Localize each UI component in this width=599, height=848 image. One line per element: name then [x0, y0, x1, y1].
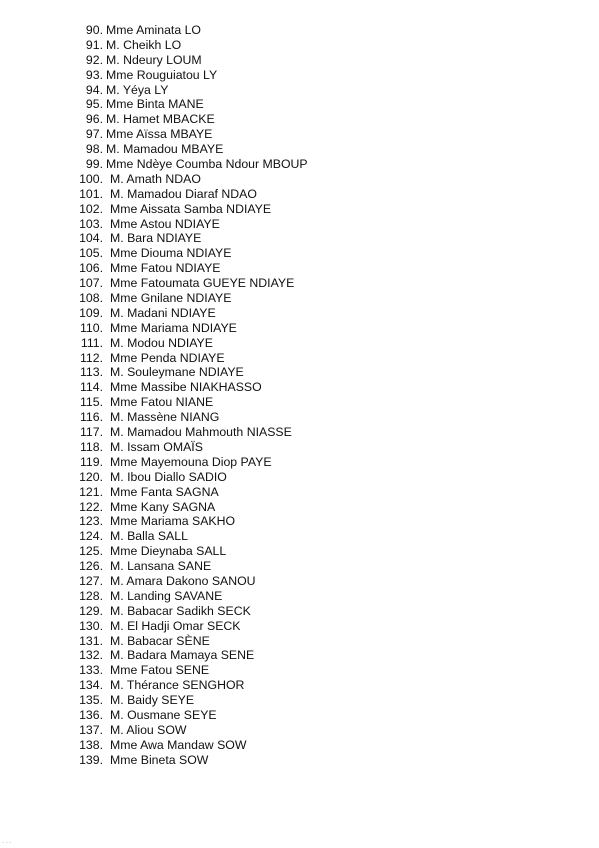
- scan-mark: - - -: [2, 840, 12, 846]
- entry-number: 138.: [79, 737, 103, 752]
- entry-name: M. Bara NDIAYE: [110, 231, 202, 246]
- list-item: [73, 246, 308, 261]
- entry-number: 127.: [79, 573, 103, 588]
- entry-name: M. Ndeury LOUM: [106, 52, 202, 67]
- entry-number: 132.: [79, 648, 103, 663]
- entry-number: 134.: [79, 678, 103, 693]
- entry-number: 115.: [79, 395, 103, 410]
- entry-number: 111.: [80, 335, 103, 350]
- entry-name: M. Mamadou MBAYE: [106, 142, 224, 157]
- list-item: [73, 276, 308, 291]
- entry-name: Mme Dieynaba SALL: [110, 544, 227, 559]
- list-item: [73, 291, 308, 306]
- entry-number: 90.: [85, 23, 103, 37]
- member-list: [73, 23, 308, 768]
- entry-name: Mme Aïssa MBAYE: [106, 127, 213, 142]
- list-item: [73, 500, 308, 515]
- entry-name: Mme Penda NDIAYE: [110, 350, 225, 365]
- entry-number: 94.: [85, 82, 103, 97]
- entry-name: Mme Kany SAGNA: [110, 499, 216, 514]
- list-item: [73, 604, 308, 619]
- entry-name: M. Babacar SÈNE: [110, 633, 210, 648]
- entry-number: 93.: [85, 67, 103, 82]
- entry-name: Mme Ndèye Coumba Ndour MBOUP: [106, 157, 308, 172]
- entry-number: 95.: [85, 97, 103, 112]
- list-item: [73, 634, 308, 649]
- entry-number: 116.: [79, 410, 103, 425]
- entry-number: 120.: [79, 469, 103, 484]
- entry-name: Mme Aissata Samba NDIAYE: [110, 201, 272, 216]
- entry-name: M. Amath NDAO: [110, 171, 201, 186]
- list-item: [73, 708, 308, 723]
- entry-name: M. Ibou Diallo SADIO: [110, 469, 227, 484]
- list-item: [73, 127, 308, 142]
- entry-number: 112.: [79, 350, 103, 365]
- entry-number: 91.: [85, 37, 103, 52]
- list-item: [73, 574, 308, 589]
- entry-name: Mme Gnilane NDIAYE: [110, 291, 232, 306]
- list-item: [73, 97, 308, 112]
- entry-number: 107.: [79, 276, 103, 291]
- entry-number: 105.: [79, 246, 103, 261]
- entry-name: M. Massène NIANG: [110, 410, 220, 425]
- list-item: [73, 529, 308, 544]
- entry-number: 119.: [79, 454, 103, 469]
- entry-number: 108.: [79, 291, 103, 306]
- list-item: [73, 693, 308, 708]
- entry-name: Mme Diouma NDIAYE: [110, 246, 232, 261]
- list-item: [73, 544, 308, 559]
- entry-name: M. Modou NDIAYE: [110, 335, 213, 350]
- entry-number: 92.: [85, 52, 103, 67]
- entry-name: M. Aliou SOW: [110, 722, 187, 737]
- entry-number: 98.: [85, 142, 103, 157]
- list-item: [73, 470, 308, 485]
- entry-name: Mme Rouguiatou LY: [106, 67, 218, 82]
- entry-number: 118.: [79, 439, 103, 454]
- entry-number: 125.: [79, 544, 103, 559]
- entry-name: Mme Mayemouna Diop PAYE: [110, 454, 272, 469]
- list-item: [73, 589, 308, 604]
- entry-number: 97.: [85, 127, 103, 142]
- list-item: [73, 678, 308, 693]
- list-item: [73, 365, 308, 380]
- entry-name: Mme Aminata LO: [106, 23, 201, 37]
- list-item: [73, 217, 308, 232]
- list-item: [73, 53, 308, 68]
- list-item: [73, 187, 308, 202]
- list-item: [73, 619, 308, 634]
- entry-name: M. Hamet MBACKE: [106, 112, 215, 127]
- entry-name: Mme Fatou NDIAYE: [110, 261, 221, 276]
- entry-name: Mme Massibe NIAKHASSO: [110, 380, 262, 395]
- entry-number: 136.: [79, 707, 103, 722]
- entry-name: Mme Mariama NDIAYE: [110, 320, 237, 335]
- entry-name: Mme Awa Mandaw SOW: [110, 737, 247, 752]
- list-item: [73, 351, 308, 366]
- list-item: [73, 723, 308, 738]
- entry-name: M. Ousmane SEYE: [110, 707, 217, 722]
- entry-name: M. Amara Dakono SANOU: [110, 573, 256, 588]
- entry-name: M. Yéya LY: [106, 82, 169, 97]
- entry-number: 109.: [79, 305, 103, 320]
- entry-name: M. Babacar Sadikh SECK: [110, 603, 251, 618]
- entry-name: M. Thérance SENGHOR: [110, 678, 245, 693]
- entry-name: M. Lansana SANE: [110, 559, 212, 574]
- list-item: [73, 202, 308, 217]
- list-item: [73, 514, 308, 529]
- list-item: [73, 83, 308, 98]
- entry-name: Mme Fatou SENE: [110, 663, 210, 678]
- entry-name: M. Balla SALL: [110, 529, 188, 544]
- list-item: [73, 23, 308, 38]
- list-item: [73, 738, 308, 753]
- list-item: [73, 410, 308, 425]
- list-item: [73, 455, 308, 470]
- entry-name: M. Mamadou Diaraf NDAO: [110, 186, 257, 201]
- entry-name: Mme Fatou NIANE: [110, 395, 214, 410]
- entry-number: 122.: [79, 499, 103, 514]
- entry-number: 131.: [79, 633, 103, 648]
- entry-number: 110.: [79, 320, 103, 335]
- entry-name: M. Badara Mamaya SENE: [110, 648, 255, 663]
- list-item: [73, 559, 308, 574]
- entry-number: 135.: [79, 693, 103, 708]
- entry-number: 104.: [79, 231, 103, 246]
- entry-number: 102.: [79, 201, 103, 216]
- list-item: [73, 231, 308, 246]
- list-item: [73, 395, 308, 410]
- list-item: [73, 485, 308, 500]
- entry-name: M. Souleymane NDIAYE: [110, 365, 244, 380]
- entry-number: 129.: [79, 603, 103, 618]
- entry-name: Mme Fanta SAGNA: [110, 484, 219, 499]
- entry-number: 114.: [79, 380, 103, 395]
- list-item: [73, 648, 308, 663]
- entry-name: M. Mamadou Mahmouth NIASSE: [110, 425, 292, 440]
- entry-name: Mme Binta MANE: [106, 97, 204, 112]
- entry-name: Mme Fatoumata GUEYE NDIAYE: [110, 276, 295, 291]
- entry-number: 117.: [79, 425, 103, 440]
- entry-number: 133.: [79, 663, 103, 678]
- entry-number: 103.: [79, 216, 103, 231]
- entry-number: 121.: [79, 484, 103, 499]
- list-item: [73, 440, 308, 455]
- entry-name: M. Landing SAVANE: [110, 588, 223, 603]
- entry-number: 139.: [79, 752, 103, 767]
- list-item: [73, 38, 308, 53]
- entry-name: M. Cheikh LO: [106, 37, 182, 52]
- list-item: [73, 663, 308, 678]
- list-item: [73, 336, 308, 351]
- entry-name: M. El Hadji Omar SECK: [110, 618, 241, 633]
- entry-number: 100.: [79, 171, 103, 186]
- entry-name: M. Baidy SEYE: [110, 693, 195, 708]
- list-item: [73, 306, 308, 321]
- entry-number: 137.: [79, 722, 103, 737]
- list-item: [73, 172, 308, 187]
- entry-number: 113.: [79, 365, 103, 380]
- entry-number: 96.: [85, 112, 103, 127]
- list-item: [73, 321, 308, 336]
- entry-number: 128.: [79, 588, 103, 603]
- entry-name: Mme Mariama SAKHO: [110, 514, 236, 529]
- list-item: [73, 112, 308, 127]
- entry-name: M. Issam OMAÏS: [110, 439, 203, 454]
- entry-number: 106.: [79, 261, 103, 276]
- list-item: [73, 425, 308, 440]
- list-item: [73, 380, 308, 395]
- entry-number: 123.: [79, 514, 103, 529]
- entry-name: Mme Astou NDIAYE: [110, 216, 220, 231]
- list-item: [73, 261, 308, 276]
- entry-number: 126.: [79, 559, 103, 574]
- list-item: [73, 142, 308, 157]
- entry-name: M. Madani NDIAYE: [110, 305, 216, 320]
- list-item: [73, 157, 308, 172]
- entry-number: 124.: [79, 529, 103, 544]
- list-item: [73, 753, 308, 768]
- entry-number: 130.: [79, 618, 103, 633]
- list-item: [73, 68, 308, 83]
- entry-number: 101.: [79, 186, 103, 201]
- entry-name: Mme Bineta SOW: [110, 752, 209, 767]
- entry-number: 99.: [85, 157, 103, 172]
